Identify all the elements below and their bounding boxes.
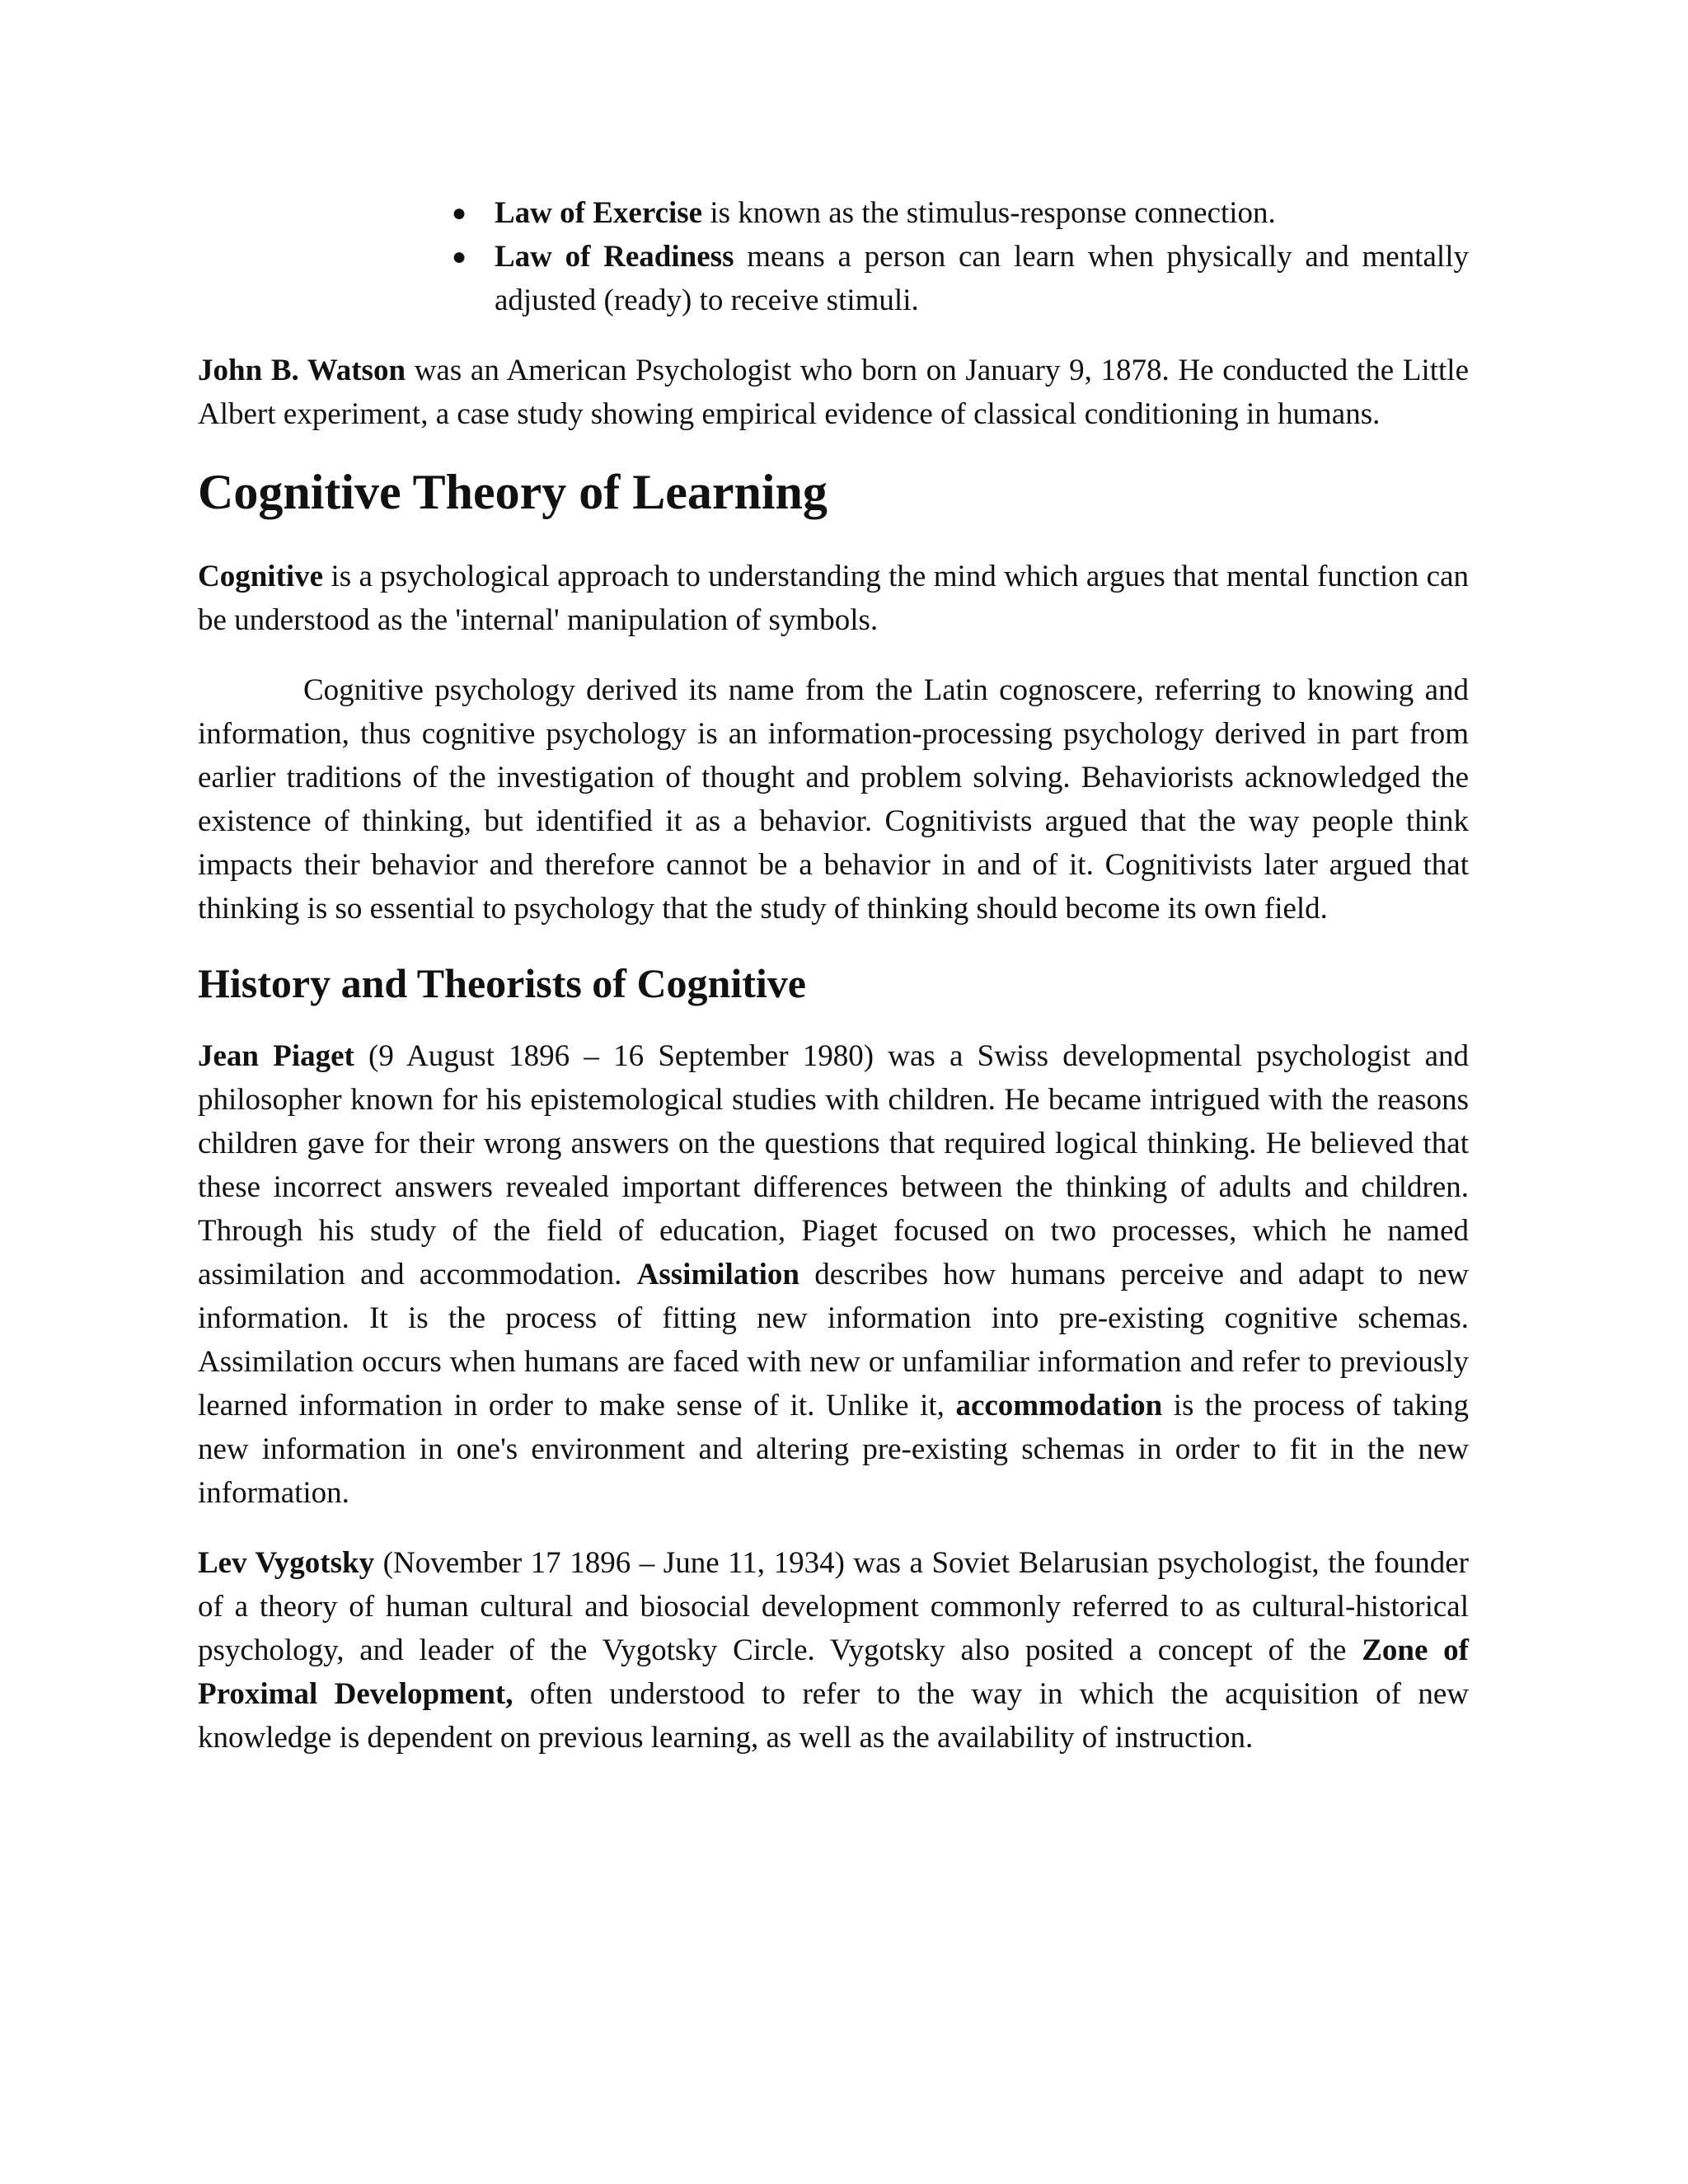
vygotsky-text-1: (November 17 1896 – June 11, 1934) was a Soviet Belarusian psychologist, the founder of a theory of human cultural and biosocial development commonly referred to as cultural-historical psychology, and leader of the Vygotsky Circle. Vygotsky also posited a concept of the [198,1546,1469,1667]
law-of-readiness-text: means a person can learn when physically and mentally adjusted (ready) to receive stimuli. [495,240,1469,317]
list-item-law-of-exercise [452,191,1469,235]
cognitive-psychology-paragraph: Cognitive psychology derived its name from the Latin cognoscere, referring to knowing and information, thus cognitive psychology is an information-processing psychology derived in part from earlier traditions of the investigation of thought and problem solving. Behaviorists acknowledged the existence of thinking, but identified it as a behavior. Cognitivists argued that the way people think impacts their behavior and therefore cannot be a behavior in and of it. Cognitivists later argued that thinking is so essential to psychology that the study of thinking should become its own field. [198,673,1469,926]
watson-name: John B. Watson [198,354,406,387]
cognitive-term: Cognitive [198,560,324,593]
piaget-name: Jean Piaget [198,1039,354,1073]
bullet-icon: ● [452,243,467,270]
law-of-exercise-text: is known as the stimulus-response connection. [702,196,1276,230]
zpd-term: Zone of Proximal Development, [198,1633,1470,1711]
cognitive-theory-heading: Cognitive Theory of Learning [198,465,828,519]
watson-paragraph [198,349,1469,436]
list-item-law-of-readiness [452,235,1469,322]
piaget-paragraph [198,1034,1469,1515]
piaget-text-2: describes how humans perceive and adapt to new information. It is the process of fitting new information into pre-existing cognitive schemas. Assimilation occurs when humans are faced with new or unfamiliar information and refer to previously learned information in order to make sense of it. Unlike it, [198,1258,1470,1422]
vygotsky-name: Lev Vygotsky [198,1546,375,1580]
vygotsky-text-2: often understood to refer to the way in which the acquisition of new knowledge is dependent on previous learning, as well as the availability of instruction. [198,1677,1469,1755]
piaget-text-1: (9 August 1896 – 16 September 1980) was a Swiss developmental psychologist and philosopher known for his epistemological studies with children. He became intrigued with the reasons children gave for their wrong answers on the questions that required logical thinking. He believed that these incorrect answers revealed important differences between the thinking of adults and children. Through his study of the field of education, Piaget focused on two processes, which he named assimilation and accommodation. [198,1039,1469,1291]
cognitive-definition-paragraph [198,555,1469,642]
history-theorists-heading: History and Theorists of Cognitive [198,960,806,1006]
vygotsky-paragraph [198,1541,1469,1760]
cognitive-definition-text: is a psychological approach to understanding the mind which argues that mental function can be understood as the 'internal' manipulation of symbols. [198,560,1469,637]
assimilation-term: Assimilation [636,1258,800,1291]
term-law-of-readiness: Law of Readiness [495,240,734,274]
bullet-icon: ● [452,199,467,227]
piaget-text-3: is the process of taking new information in one's environment and altering pre-existing schemas in order to fit in the new information. [198,1389,1469,1510]
term-law-of-exercise: Law of Exercise [495,196,703,230]
watson-text: was an American Psychologist who born on January 9, 1878. He conducted the Little Albert experiment, a case study showing empirical evidence of classical conditioning in humans. [198,354,1469,431]
law-list [198,191,1469,322]
document-page [198,191,1469,1786]
accommodation-term: accommodation [955,1389,1163,1422]
